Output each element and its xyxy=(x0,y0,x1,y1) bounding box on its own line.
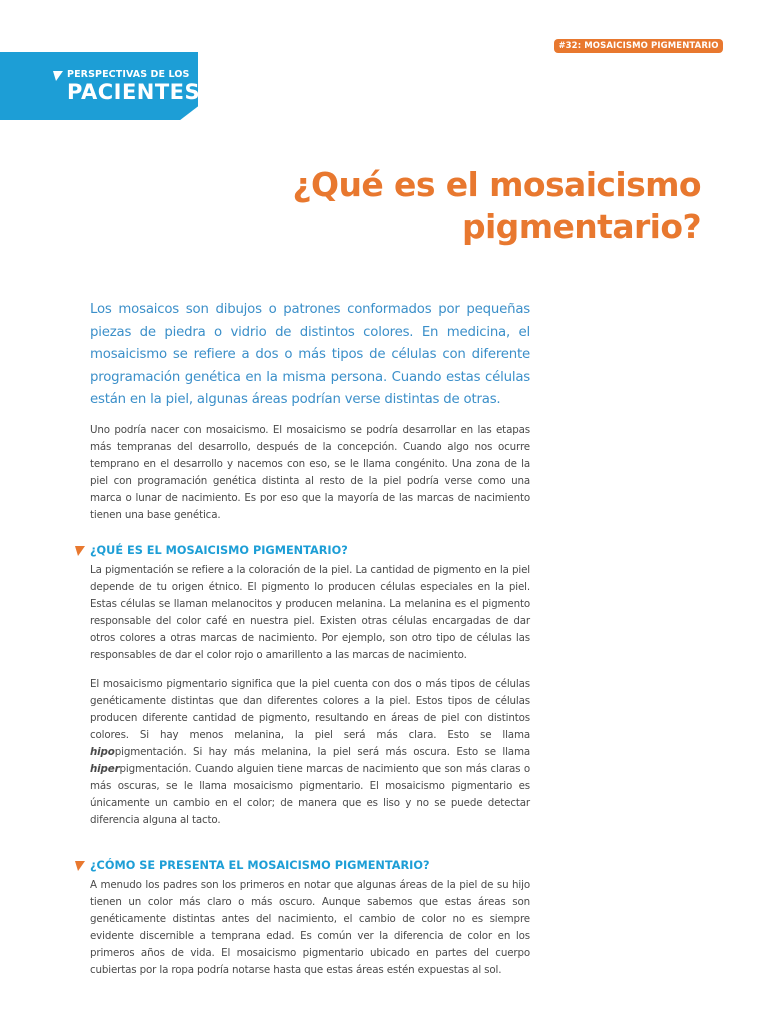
emphasis-hipo: hipo xyxy=(90,746,115,758)
heading-mark-icon xyxy=(75,861,85,871)
intro-block xyxy=(90,422,530,524)
banner-mark-icon xyxy=(53,71,63,81)
emphasis-hiper: hiper xyxy=(90,763,120,775)
section1-paragraph-1: La pigmentación se refiere a la coloración de la piel. La cantidad de pigmento en la piel depende de tu origen étnico. El pigmento lo producen células especiales en la piel. Estas células se llaman melanocitos y producen melanina. La melanina es el pigmento responsable del color café en nuestra piel. Existen otras células encargadas de dar otros colores a otras marcas de nacimiento. Por ejemplo, son otro tipo de células las responsables de dar el color rojo o amarillento a las marcas de nacimiento. xyxy=(90,564,530,661)
paragraph-text: El mosaicismo pigmentario significa que la piel cuenta con dos o más tipos de células genéticamente distintas que dan diferentes colores a la piel. Estos tipos de células producen diferente cantidad de pigmento, resultando en áreas de piel con distintos colores. Si hay menos melanina, la piel será más clara. Esto se llama xyxy=(90,678,530,741)
page-title xyxy=(241,164,701,248)
section-heading-como-se-presenta xyxy=(75,855,430,871)
banner-title: PACIENTES xyxy=(67,80,201,104)
paragraph-text: pigmentación. Si hay más melanina, la piel será más oscura. Esto se llama xyxy=(114,746,530,758)
lead-paragraph: Los mosaicos son dibujos o patrones conformados por pequeñas piezas de piedra o vidrio de distintos colores. En medicina, el mosaicismo se refiere a dos o más tipos de células con diferente programación genética en la misma persona. Cuando estas células están en la piel, algunas áreas podrían verse distintas de otras. xyxy=(90,302,530,407)
section-heading-text: ¿QUÉ ES EL MOSAICISMO PIGMENTARIO? xyxy=(90,544,348,557)
section-heading-que-es xyxy=(75,540,348,556)
intro-paragraph: Uno podría nacer con mosaicismo. El mosaicismo se podría desarrollar en las etapas más tempranas del desarrollo, después de la concepción. Cuando algo nos ocurre temprano en el desarrollo y nacemos con eso, se le llama congénito. Una zona de la piel con programación genética distinta al resto de la piel podría verse como una marca o lunar de nacimiento. Es por eso que la mayoría de las marcas de nacimiento tienen una base genética. xyxy=(90,424,530,521)
page-title-line-1: ¿Qué es el mosaicismo xyxy=(292,165,701,204)
paragraph-text: pigmentación. Cuando alguien tiene marcas de nacimiento que son más claras o más oscuras, se le llama mosaicismo pigmentario. El mosaicismo pigmentario es únicamente un cambio en el color; de manera que es liso y no se puede detectar diferencia alguna al tacto. xyxy=(90,763,530,826)
heading-mark-icon xyxy=(75,546,85,556)
section2-block xyxy=(90,877,530,979)
section-heading-text: ¿CÓMO SE PRESENTA EL MOSAICISMO PIGMENTARIO? xyxy=(90,859,430,872)
section1-block xyxy=(90,562,530,829)
banner-subtitle: PERSPECTIVAS DE LOS xyxy=(67,69,190,80)
section2-paragraph-1: A menudo los padres son los primeros en notar que algunas áreas de la piel de su hijo tienen un color más claro o más oscuro. Aunque sabemos que estas áreas son genéticamente distintas antes del nacimiento, el cambio de color no es siempre evidente discernible a temprana edad. Es común ver la diferencia de color en los primeros años de vida. El mosaicismo pigmentario ubicado en partes del cuerpo cubiertas por la ropa podría notarse hasta que estas áreas estén expuestas al sol. xyxy=(90,879,530,976)
section1-paragraph-2 xyxy=(90,676,530,829)
page-title-line-2: pigmentario? xyxy=(461,207,701,246)
series-tag: #32: MOSAICISMO PIGMENTARIO xyxy=(554,39,723,53)
